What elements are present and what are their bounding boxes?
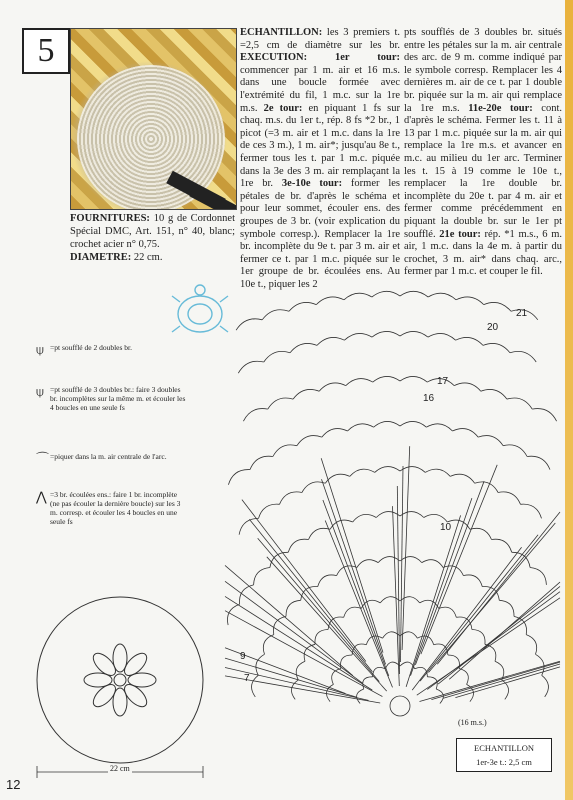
round-1-label: 1er tour: (307, 52, 400, 64)
page-number: 12 (6, 777, 21, 792)
round-2-label: 2e tour: (257, 102, 303, 114)
round-number-label: 17 (437, 376, 449, 387)
round-1-text: commencer par 1 m. air et 16 m.s. dans une boucle formée avec l'extrémité du fil, 1 m.c. sur la 1re m.s. (240, 64, 400, 114)
round-3-10-label: 3e-10e tour: (273, 178, 343, 190)
execution-heading: EXECUTION: (240, 52, 308, 64)
round-number-label: 21 (516, 308, 528, 319)
echantillon-title: ECHANTILLON (474, 743, 534, 753)
round-3-10-text: former les pétales de br. d'après le schéma et pour leur sommet, écouler ens. des groupes de 3 br. (voir explication du symbole corresp.). Remplacer la 1re br. incomplète du 9e t. par 3 m. air et fermer ce t. par 1 m.c. piquée sur le 1er groupe de br. écoulées ens. Au 10e t., piquer les 2 (240, 178, 401, 290)
round-number-label: 7 (244, 673, 250, 684)
puff-3-icon: ⍦ (36, 384, 44, 399)
diameter-value: 22 cm. (131, 252, 163, 263)
legend-text: =3 br. écoulées ens.: faire 1 br. incomplète (ne pas écouler la dernière boucle) sur les 3 m. corresp. et écouler les 4 boucles en une seule fs (50, 490, 181, 526)
puff-2-icon: ⍦ (36, 342, 44, 357)
turtle-stamp-icon (172, 285, 228, 332)
materials-heading: FOURNITURES: (70, 213, 150, 224)
round-21-text: rép. *1 m.s., 6 m. air, 1 m.c. dans la 4e m. à partir du crochet, 3 m. air* dans chaq. arc., fermer par 1 m.c. et couper le fil. (404, 228, 563, 278)
legend-text: =pt soufflé de 2 doubles br. (50, 343, 132, 352)
diameter-heading: DIAMETRE: (70, 252, 132, 263)
round-2-text: en piquant 1 fs sur chaq. m.s. du 1er t., rép. 8 fs *2 br., 1 picot (=3 m. air et 1 m.c. dans la 1re de ces 3 m.), 1 m. air*; jusqu'au 8e t., fermer tous les t. par 1 m.c. piquée dans la 3e des 3 m. air remplaçant la 1re br. (240, 102, 400, 190)
round-11-20-label: 11e-20e tour: (459, 102, 533, 114)
cluster-3-icon: ⋀ (36, 489, 47, 504)
round-number-label: 9 (240, 651, 246, 662)
gauge-text: les 3 premiers t. =2,5 cm de diamètre sur les br. (240, 27, 400, 51)
pattern-number: 5 (22, 28, 70, 74)
legend-text: =pt soufflé de 3 doubles br.: faire 3 doubles br. incomplètes sur la même m. et écouler les 4 boucles en une seule fs (50, 385, 186, 412)
echantillon-value: 1er-3e t.: 2,5 cm (476, 757, 532, 767)
round-21-label: 21e tour: (435, 228, 481, 240)
gauge-heading: ECHANTILLON: (240, 27, 323, 38)
pierce-icon: ⌒ (36, 451, 50, 466)
round-number-label: 20 (487, 322, 499, 333)
round-10-continued: pts soufflés de 3 doubles br. situés entre les pétales sur la m. air centrale des arc. de 9 m. comme indiqué par le symbole corresp. Remplacer les 4 dernières m. air de ce t. par 1 double br. piquée sur la m. air qui remplace la 1re m.s. (404, 27, 562, 114)
echantillon-box (456, 738, 552, 772)
round-number-label: 10 (440, 522, 452, 533)
dimension-label: 22 cm (110, 764, 130, 773)
layout-miniature (37, 597, 203, 763)
start-note: (16 m.s.) (458, 718, 487, 727)
round-number-label: 16 (423, 393, 435, 404)
materials-text: 10 g de Cordonnet Spécial DMC, Art. 151, n° 40, blanc; crochet acier n° 0,75. (70, 213, 235, 250)
round-11-20-text: cont. d'après le schéma. Fermer les t. 11 à 13 par 1 m.c. piquée sur la m. air qui remplace la 1re m.s. et avancer en m.c. au milieu du 1er arc. Terminer les t. 15 à 19 comme le 10e t., remplacer la 1re double br. incomplète du 20e t. par 4 m. air et fermer comme précédemment en piquant la double br. sur le 1er pt soufflé. (404, 102, 562, 240)
legend-text: =piquer dans la m. air centrale de l'arc. (50, 452, 167, 461)
